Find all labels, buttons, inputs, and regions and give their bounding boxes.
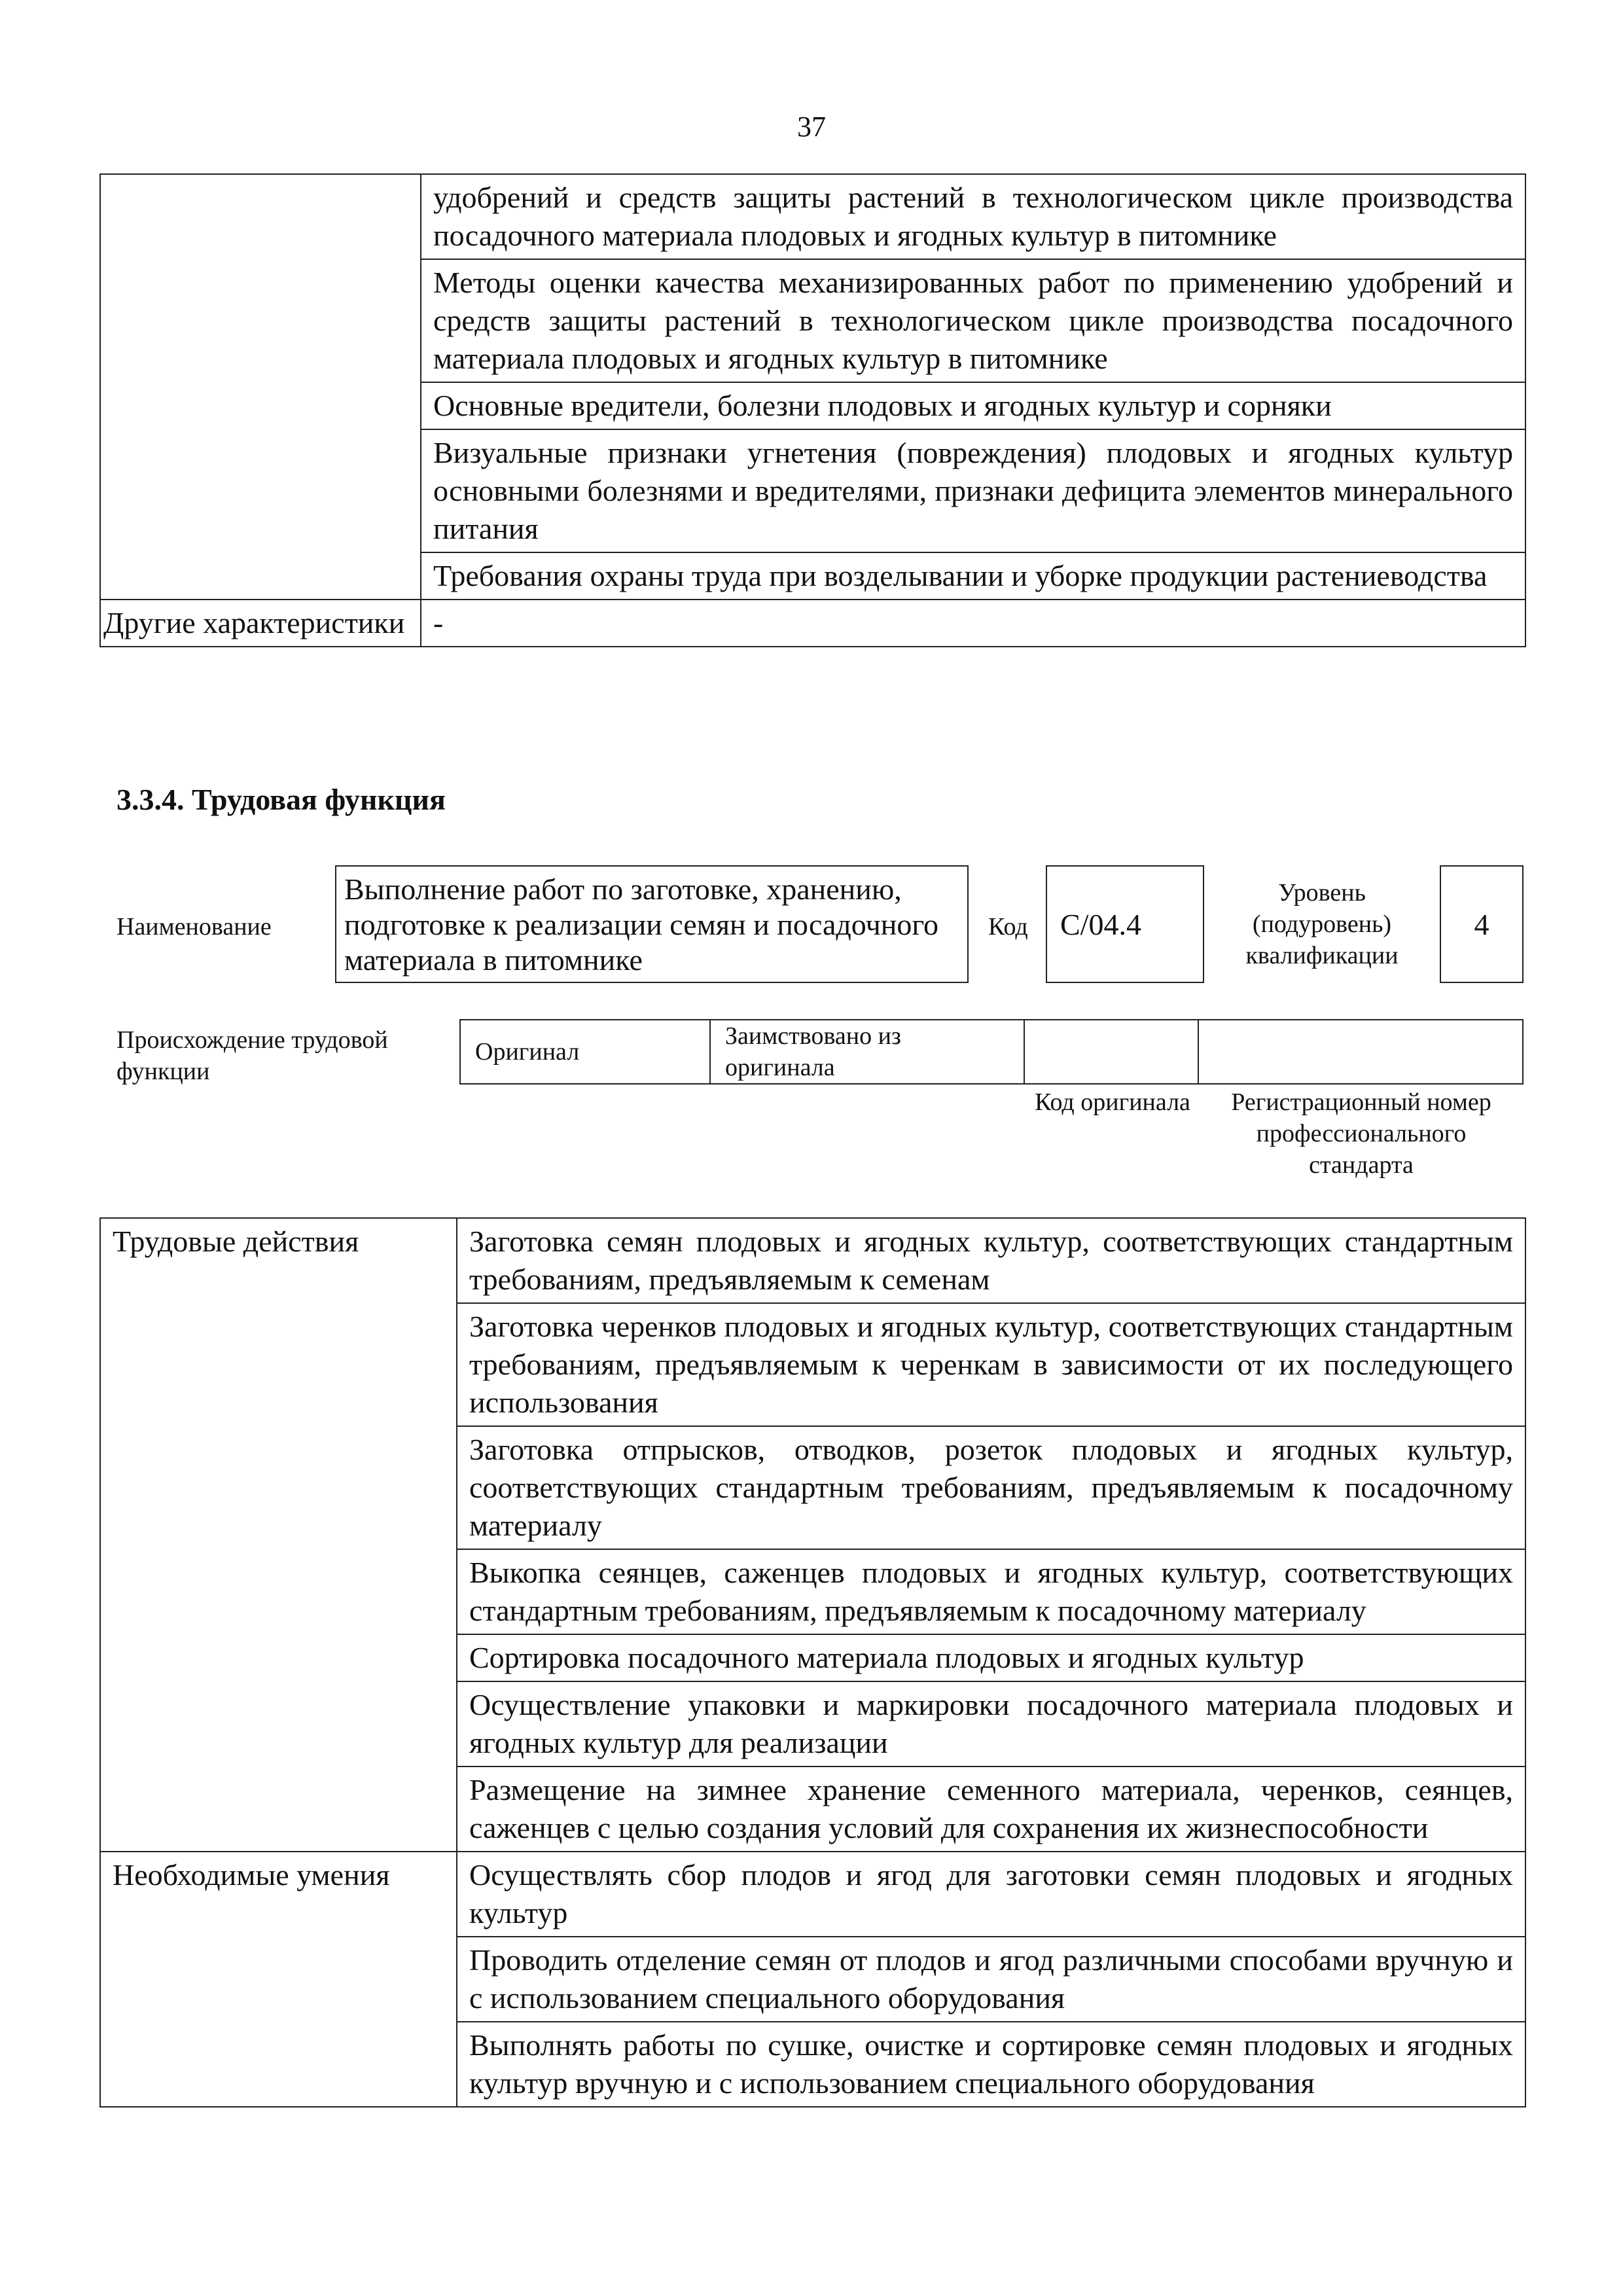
other-characteristics-value: - bbox=[421, 600, 1525, 647]
table-row bbox=[100, 600, 1525, 647]
origin-borrowed: Заимствовано из оригинала bbox=[725, 1022, 901, 1081]
table-cell: Осуществлять сбор плодов и ягод для заготовки семян плодовых и ягодных культур bbox=[457, 1852, 1525, 1937]
table-cell: Заготовка семян плодовых и ягодных культур, соответствующих стандартным требованиям, предъявляемым к семенам bbox=[457, 1218, 1525, 1303]
table-cell: Требования охраны труда при возделывании и уборке продукции растениеводства bbox=[421, 552, 1525, 600]
table-cell: Выкопка сеянцев, саженцев плодовых и ягодных культур, соответствующих стандартным требованиям, предъявляемым к посадочному материалу bbox=[457, 1549, 1525, 1634]
labor-actions-label: Трудовые действия bbox=[100, 1218, 457, 1852]
level-label: Уровень (подуровень) квалификации bbox=[1245, 879, 1399, 969]
name-label: Наименование bbox=[116, 913, 272, 941]
empty-label-cell bbox=[100, 174, 421, 600]
table-cell: Основные вредители, болезни плодовых и ягодных культур и сорняки bbox=[421, 382, 1525, 429]
section-title: 3.3.4. Трудовая функция bbox=[116, 783, 446, 816]
table-row bbox=[100, 174, 1525, 259]
code-value: С/04.4 bbox=[1060, 908, 1141, 941]
table-cell: Осуществление упаковки и маркировки посадочного материала плодовых и ягодных культур для реализации bbox=[457, 1681, 1525, 1767]
origin-reg-cell bbox=[1198, 1019, 1524, 1085]
origin-code-cell bbox=[1024, 1019, 1199, 1085]
other-characteristics-label: Другие характеристики bbox=[100, 600, 421, 647]
top-table bbox=[99, 173, 1526, 647]
main-table bbox=[99, 1217, 1526, 2108]
code-caption: Код оригинала bbox=[1035, 1088, 1190, 1116]
code-label: Код bbox=[988, 913, 1028, 941]
code-box bbox=[1046, 865, 1204, 983]
table-cell: Методы оценки качества механизированных работ по применению удобрений и средств защиты растений в технологическом цикле производства посадочного материала плодовых и ягодных культур в питомнике bbox=[421, 259, 1525, 382]
table-cell: Сортировка посадочного материала плодовых и ягодных культур bbox=[457, 1634, 1525, 1681]
function-name-box bbox=[335, 865, 969, 983]
origin-borrowed-cell bbox=[709, 1019, 1025, 1085]
level-value: 4 bbox=[1474, 908, 1489, 941]
page-number: 37 bbox=[797, 111, 826, 143]
table-cell: Визуальные признаки угнетения (повреждения) плодовых и ягодных культур основными болезнями и вредителями, признаки дефицита элементов минерального питания bbox=[421, 429, 1525, 552]
table-cell: Выполнять работы по сушке, очистке и сортировке семян плодовых и ягодных культур вручную и с использованием специального оборудования bbox=[457, 2022, 1525, 2107]
table-cell: Проводить отделение семян от плодов и ягод различными способами вручную и с использованием специального оборудования bbox=[457, 1937, 1525, 2022]
required-skills-label: Необходимые умения bbox=[100, 1852, 457, 2107]
table-row bbox=[100, 1852, 1525, 1937]
table-cell: Размещение на зимнее хранение семенного материала, черенков, сеянцев, саженцев с целью создания условий для сохранения их жизнеспособности bbox=[457, 1767, 1525, 1852]
table-row bbox=[100, 1218, 1525, 1303]
table-cell: Заготовка черенков плодовых и ягодных культур, соответствующих стандартным требованиям, предъявляемым к черенкам в зависимости от их последующего использования bbox=[457, 1303, 1525, 1426]
origin-original-cell bbox=[459, 1019, 711, 1085]
function-name: Выполнение работ по заготовке, хранению, подготовке к реализации семян и посадочного материала в питомнике bbox=[344, 872, 939, 977]
origin-label: Происхождение трудовой функции bbox=[116, 1026, 388, 1085]
origin-original: Оригинал bbox=[475, 1038, 580, 1066]
table-cell: Заготовка отпрысков, отводков, розеток плодовых и ягодных культур, соответствующих стандартным требованиям, предъявляемым к посадочному материалу bbox=[457, 1426, 1525, 1549]
reg-caption: Регистрационный номер профессионального стандарта bbox=[1231, 1088, 1491, 1179]
table-cell: удобрений и средств защиты растений в технологическом цикле производства посадочного материала плодовых и ягодных культур в питомнике bbox=[421, 174, 1525, 259]
level-box bbox=[1440, 865, 1524, 983]
